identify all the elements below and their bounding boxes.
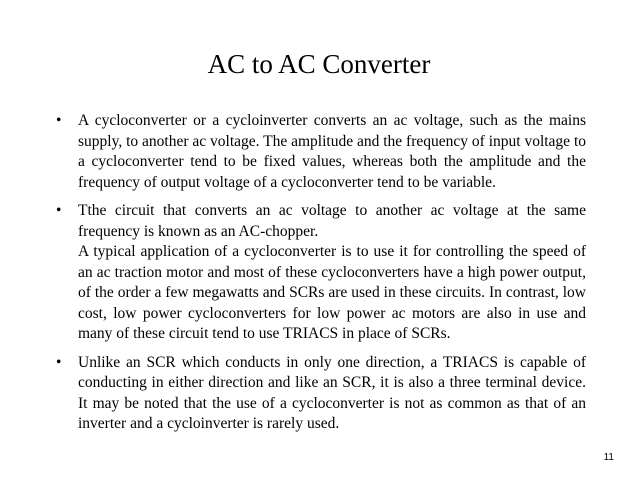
bullet-text: A cycloconverter or a cycloinverter converts an ac voltage, such as the mains supply, to another ac voltage. The amplitude and the frequency of input voltage to a cycloconverter tend to be fixed values, whereas both the amplitude and the frequency of output voltage of a cycloconverter tend to be variable.: [78, 112, 586, 191]
bullet-text-second-paragraph: A typical application of a cycloconverter is to use it for controlling the speed of an ac traction motor and most of these cycloconverters have a high power output, of the order a few megawatts and SCRs are used in these circuits. In contrast, low cost, low power cycloconverters for low power ac motors are also in use and many of these circuit tend to use TRIACS in place of SCRs.: [78, 243, 586, 342]
bullet-marker: •: [56, 202, 62, 219]
bullet-marker: •: [56, 353, 62, 371]
page-number: 11: [603, 452, 614, 463]
bullet-marker: •: [56, 112, 62, 129]
bullet-item-cycloconverter-definition: [56, 111, 586, 193]
bullet-item-ac-chopper: [56, 201, 586, 345]
bullet-text: Unlike an SCR which conducts in only one direction, a TRIACS is capable of conducting in either direction and like an SCR, it is also a three terminal device. It may be noted that the use of a cycloconverter is not as common as that of an inverter and a cycloinverter is rarely used.: [78, 353, 586, 432]
bullet-text-first-paragraph: Tthe circuit that converts an ac voltage to another ac voltage at the same frequency is known as an AC-chopper.: [78, 202, 586, 240]
bullet-list: [56, 111, 586, 443]
bullet-item-triacs: [56, 353, 586, 435]
bullet-text: [78, 201, 586, 345]
slide-title: AC to AC Converter: [207, 49, 431, 79]
